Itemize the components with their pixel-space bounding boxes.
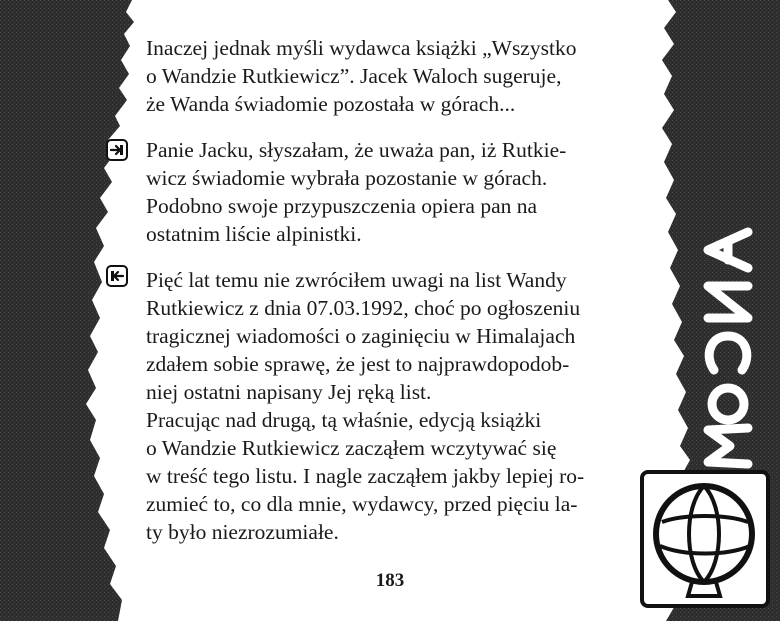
text-line: Pięć lat temu nie zwróciłem uwagi na list Wandy (146, 268, 567, 292)
text-line: o Wandzie Rutkiewicz”. Jacek Waloch sugeruje, (146, 64, 562, 88)
text-line: Panie Jacku, słyszałam, że uważa pan, iż Rutkie- (146, 138, 567, 162)
paragraph-intro (146, 34, 638, 118)
text-line: zumieć to, co dla mnie, wydawcy, przed pięciu la- (146, 492, 578, 516)
paragraph-answer (146, 266, 638, 546)
text-line: Podobno swoje przypuszczenia opiera pan na (146, 194, 538, 218)
text-line: o Wandzie Rutkiewicz zacząłem wczytywać się (146, 436, 557, 460)
arrow-left-icon (106, 265, 128, 287)
text-line: Inaczej jednak myśli wydawca książki „Wszystko (146, 36, 577, 60)
text-line: zdałem sobie sprawę, że jest to najprawdopodob- (146, 352, 570, 376)
text-line: tragicznej wiadomości o zaginięciu w Himalajach (146, 324, 576, 348)
text-line: w treść tego listu. I nagle zacząłem jakby lepiej ro- (146, 464, 585, 488)
text-line: Rutkiewicz z dnia 07.03.1992, choć po ogłoszeniu (146, 296, 581, 320)
arrow-right-icon (106, 139, 128, 161)
interview-text (146, 34, 638, 546)
side-label-mocna (690, 222, 766, 472)
text-line: niej ostatni napisany Jej ręką list. (146, 380, 432, 404)
text-line: Pracując nad drugą, tą właśnie, edycją książki (146, 408, 542, 432)
text-line: ostatnim liście alpinistki. (146, 222, 362, 246)
text-line: wicz świadomie wybrała pozostanie w górach. (146, 166, 548, 190)
text-line: że Wanda świadomie pozostała w górach... (146, 92, 516, 116)
text-line: ty było niezrozumiałe. (146, 520, 339, 544)
globe-logo (634, 462, 774, 617)
paragraph-question (146, 136, 638, 248)
page-number: 183 (375, 570, 405, 591)
